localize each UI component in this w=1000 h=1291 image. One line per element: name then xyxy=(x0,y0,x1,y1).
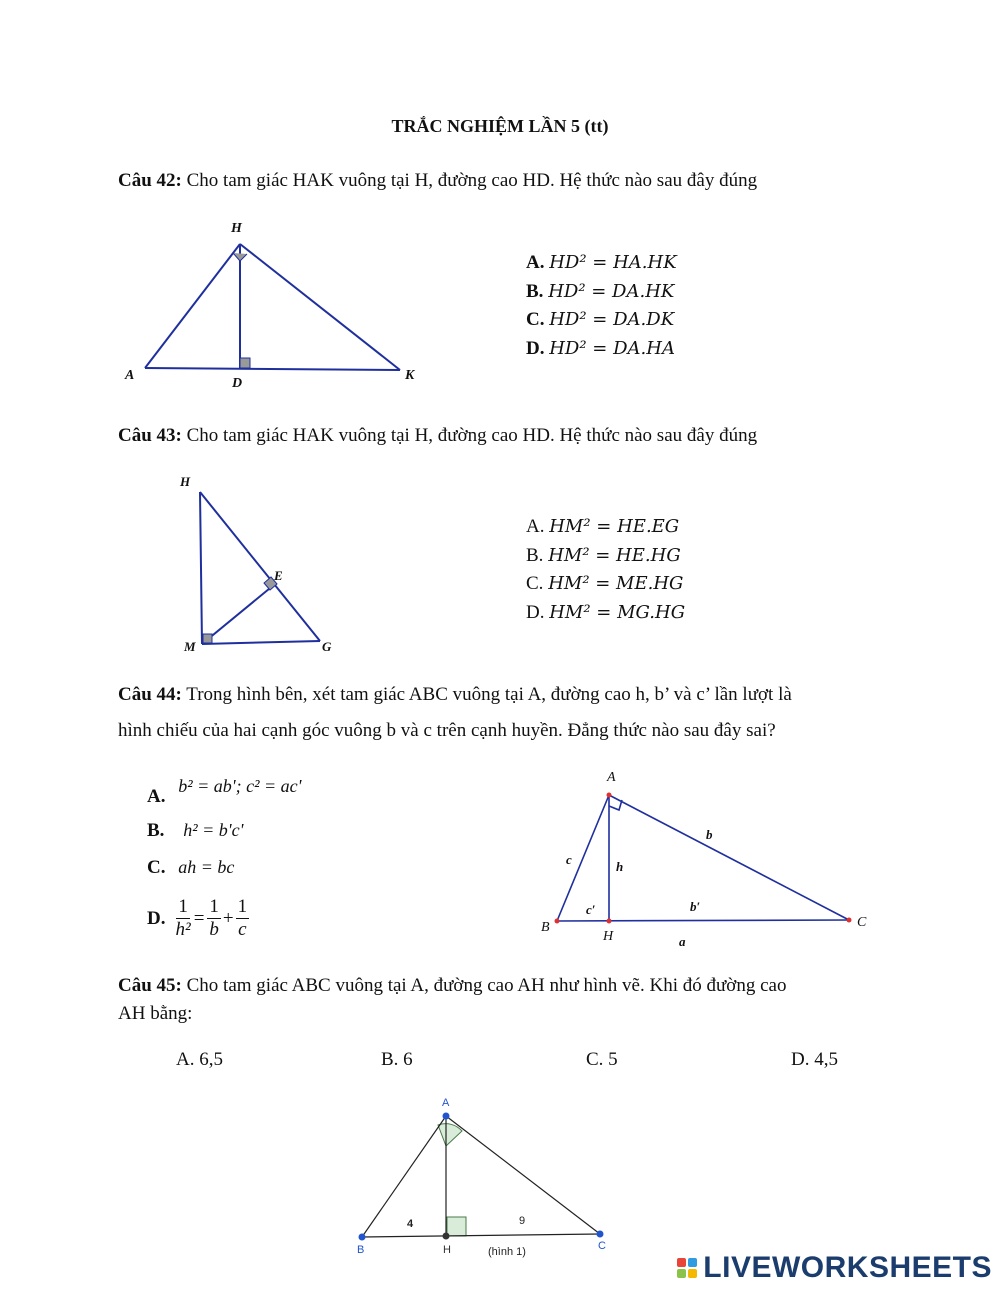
question-45-text-1: Cho tam giác ABC vuông tại A, đường cao AH như hình vẽ. Khi đó đường cao xyxy=(181,975,787,996)
q45-caption: (hình 1) xyxy=(488,1246,526,1258)
q44-label-c-side: c xyxy=(566,852,572,867)
question-45-label: Câu 45: xyxy=(118,975,182,996)
q45-answer-a[interactable]: A. 6,5 xyxy=(176,1049,223,1070)
q45-label-a: A xyxy=(442,1097,450,1109)
q42-label-d: D xyxy=(232,376,243,391)
q44-label-c-prime: c′ xyxy=(586,902,596,917)
liveworksheets-logo-icon xyxy=(677,1258,697,1278)
q45-answer-d[interactable]: D. 4,5 xyxy=(791,1049,838,1070)
q44-label-a-side: a xyxy=(679,934,686,949)
q45-answer-c[interactable]: C. 5 xyxy=(586,1049,618,1070)
q45-segment-hc: 9 xyxy=(519,1215,526,1227)
q43-label-e: E xyxy=(274,568,283,583)
q43-option-d[interactable]: D. HM² = MG.HG xyxy=(526,601,686,623)
q42-label-h: H xyxy=(231,221,242,236)
q44-label-b-side: b xyxy=(706,827,713,842)
question-44-text-1: Trong hình bên, xét tam giác ABC vuông tại A, đường cao h, b’ và c’ lần lượt là xyxy=(181,684,792,705)
question-44-label: Câu 44: xyxy=(118,684,182,705)
liveworksheets-logo xyxy=(677,1251,992,1285)
question-45-text-2: AH bằng: xyxy=(118,1003,193,1024)
q43-label-h: H xyxy=(180,474,191,489)
q44-label-h-side: h xyxy=(616,859,624,874)
q44-label-c: C xyxy=(857,915,867,930)
q42-option-b[interactable]: B. HD² = DA.HK xyxy=(526,280,675,302)
q42-label-a: A xyxy=(125,368,135,383)
q43-option-c[interactable]: C. HM² = ME.HG xyxy=(526,573,684,595)
question-43-label: Câu 43: xyxy=(118,425,182,446)
q42-option-a[interactable]: A. HD² = HA.HK xyxy=(526,252,677,273)
brand-name: LIVEWORKSHEETS xyxy=(703,1251,992,1284)
fraction-1-h2: $\frac{1}{\text{h²}}$ xyxy=(175,896,191,940)
q44-option-d[interactable]: D. $\frac{1}{\text{h²}}$ = $\frac{1}{b}$ + $\frac{1}{c}$ xyxy=(147,896,248,940)
question-43-text: Cho tam giác HAK vuông tại H, đường cao HD. Hệ thức nào sau đây đúng xyxy=(181,425,758,446)
q45-answer-b[interactable]: B. 6 xyxy=(381,1049,413,1070)
q45-segment-bh: 4 xyxy=(407,1218,414,1230)
q45-label-h: H xyxy=(443,1244,451,1256)
q43-option-b[interactable]: B. HM² = HE.HG xyxy=(526,544,681,566)
q43-label-g: G xyxy=(322,639,332,654)
q44-label-b-prime: b′ xyxy=(690,899,701,914)
q42-option-d[interactable]: D. HD² = DA.HA xyxy=(526,337,675,359)
q43-label-m: M xyxy=(184,639,196,654)
fraction-1-c: $\frac{1}{c}$ xyxy=(237,896,248,940)
question-42-text: Cho tam giác HAK vuông tại H, đường cao HD. Hệ thức nào sau đây đúng xyxy=(181,170,758,191)
q44-option-c[interactable]: C. ah = bc xyxy=(147,857,235,878)
q43-option-a[interactable]: A. HM² = HE.EG xyxy=(526,516,680,537)
q44-label-a: A xyxy=(607,770,616,785)
q44-label-b: B xyxy=(541,920,550,935)
question-42-label: Câu 42: xyxy=(118,170,182,191)
q44-option-a[interactable]: A. b² = ab'; c² = ac' xyxy=(147,776,302,807)
fraction-1-b: $\frac{1}{b}$ xyxy=(209,896,219,940)
q44-label-h: H xyxy=(603,929,614,944)
q44-option-b[interactable]: B. h² = b'c' xyxy=(147,820,244,841)
q45-label-b: B xyxy=(357,1244,365,1256)
q42-label-k: K xyxy=(405,368,415,383)
q45-label-c: C xyxy=(598,1240,606,1252)
question-44-text-2: hình chiếu của hai cạnh góc vuông b và c trên cạnh huyền. Đẳng thức nào sau đây sai? xyxy=(118,720,776,741)
page-title: TRẮC NGHIỆM LẦN 5 (tt) xyxy=(391,116,609,136)
q42-option-c[interactable]: C. HD² = DA.DK xyxy=(526,309,675,331)
